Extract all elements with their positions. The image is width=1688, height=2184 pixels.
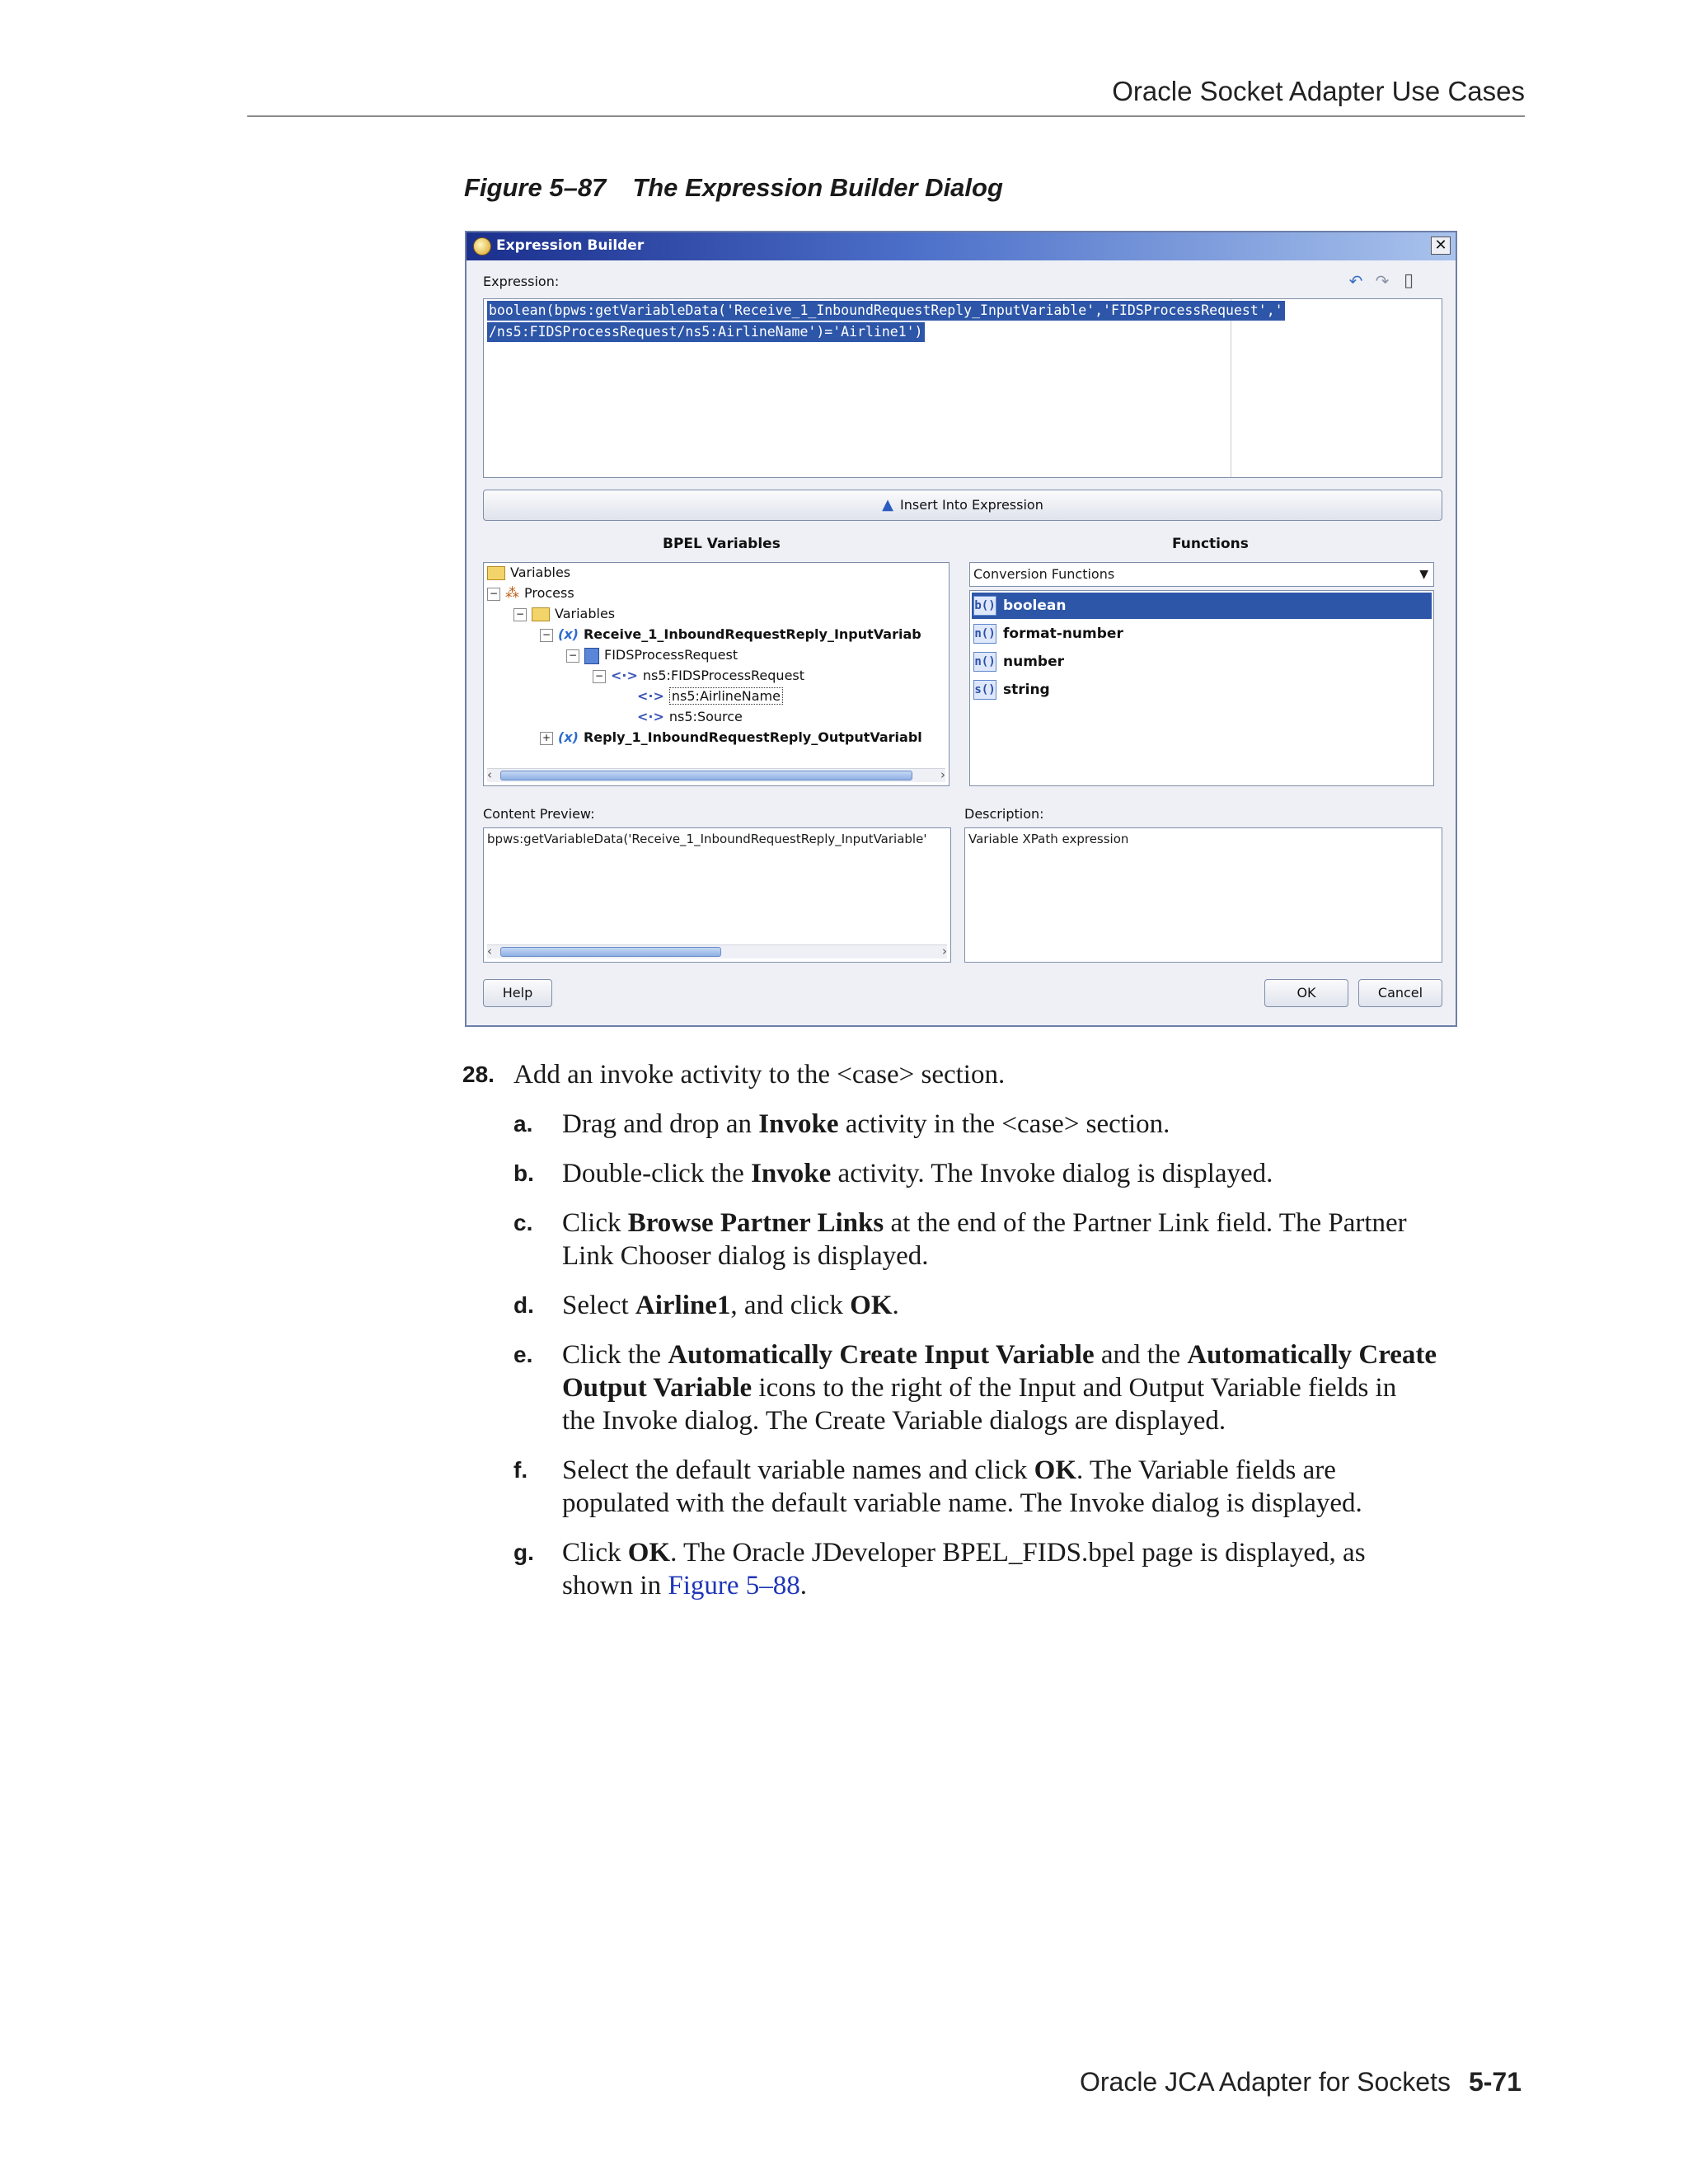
- undo-icon[interactable]: ↶: [1348, 271, 1363, 291]
- process-icon: ⁂: [505, 585, 519, 602]
- element-icon: <·>: [637, 709, 664, 724]
- collapse-icon[interactable]: −: [593, 670, 606, 683]
- substep-b: Double-click the Invoke activity. The Invoke dialog is displayed.: [562, 1159, 1273, 1188]
- content-preview-label: Content Preview:: [483, 806, 595, 822]
- expression-line-1: boolean(bpws:getVariableData('Receive_1_InboundRequestReply_InputVariable','FIDSProcessRequest',': [487, 301, 1285, 321]
- step-28-text: Add an invoke activity to the <case> section.: [513, 1060, 1006, 1090]
- substep-e: Click the Automatically Create Input Variable and the Automatically Create Output Variable icons to the right of the Input and Output Variable fields in the Invoke dialog. The Create Variable dialogs are displayed.: [562, 1340, 1437, 1436]
- collapse-icon[interactable]: −: [513, 608, 527, 621]
- expand-icon[interactable]: +: [540, 732, 553, 745]
- function-category-select[interactable]: Conversion Functions ▼: [969, 562, 1434, 587]
- dialog-titlebar: [467, 232, 1456, 260]
- tree-item[interactable]: <·> ns5:Source: [637, 709, 743, 724]
- figure-title: The Expression Builder Dialog: [632, 173, 1003, 202]
- tree-item[interactable]: − <·> ns5:FIDSProcessRequest: [593, 666, 804, 686]
- collapse-icon[interactable]: −: [540, 629, 553, 642]
- collapse-icon[interactable]: −: [566, 649, 579, 663]
- variable-icon: (x): [558, 626, 579, 642]
- dialog-title: Expression Builder: [496, 237, 645, 254]
- bpel-variables-tree[interactable]: [483, 562, 950, 786]
- collapse-icon[interactable]: −: [487, 588, 500, 601]
- function-icon: n(): [973, 652, 996, 672]
- expression-line-2: /ns5:FIDSProcessRequest/ns5:AirlineName')='Airline1'): [487, 322, 925, 342]
- arrow-up-icon: ▲: [882, 496, 893, 513]
- redo-icon[interactable]: ↷: [1375, 271, 1390, 291]
- function-icon: s(): [973, 680, 996, 700]
- function-icon: b(): [973, 596, 996, 616]
- function-item[interactable]: s() string: [974, 682, 1050, 698]
- substep-f: Select the default variable names and click OK. The Variable fields are populated with the default variable name. The Invoke dialog is displayed.: [562, 1455, 1362, 1518]
- page-number: 5-71: [1468, 2067, 1522, 2097]
- app-icon: [473, 237, 491, 255]
- functions-heading: Functions: [1172, 536, 1249, 552]
- substep-letter: f.: [513, 1457, 528, 1483]
- expression-editor[interactable]: [483, 298, 1442, 478]
- insert-label: Insert Into Expression: [900, 497, 1043, 513]
- new-document-icon[interactable]: ▯: [1403, 270, 1414, 291]
- substep-a: Drag and drop an Invoke activity in the <case> section.: [562, 1109, 1170, 1139]
- message-part-icon: [584, 648, 599, 664]
- substep-letter: g.: [513, 1540, 534, 1565]
- ok-button[interactable]: OK: [1264, 979, 1348, 1007]
- figure-caption: [464, 173, 1003, 203]
- folder-icon: [487, 566, 505, 580]
- page-footer: [1080, 2067, 1522, 2097]
- cancel-button[interactable]: Cancel: [1358, 979, 1442, 1007]
- substep-letter: d.: [513, 1292, 534, 1318]
- preview-horizontal-scrollbar[interactable]: [487, 944, 947, 958]
- folder-icon: [532, 607, 550, 621]
- content-preview-text: bpws:getVariableData('Receive_1_InboundRequestReply_InputVariable': [487, 832, 927, 846]
- tree-item-selected[interactable]: <·> ns5:AirlineName: [637, 687, 783, 706]
- substep-letter: c.: [513, 1210, 533, 1235]
- content-preview-box: [483, 827, 951, 963]
- figure-number: Figure 5–87: [464, 173, 607, 202]
- function-icon: n(): [973, 624, 996, 644]
- element-icon: <·>: [637, 688, 664, 704]
- expression-builder-dialog: [465, 231, 1457, 1027]
- scroll-left-icon[interactable]: ‹: [487, 944, 492, 958]
- variable-icon: (x): [558, 729, 579, 745]
- substep-g: Click OK. The Oracle JDeveloper BPEL_FIDS.bpel page is displayed, as shown in Figure 5–88.: [562, 1538, 1366, 1601]
- tree-item[interactable]: − (x) Receive_1_InboundRequestReply_InputVariab: [540, 625, 921, 644]
- functions-list[interactable]: [969, 590, 1434, 786]
- help-button[interactable]: Help: [483, 979, 552, 1007]
- insert-into-expression-button[interactable]: [483, 490, 1442, 521]
- tree-item[interactable]: − FIDSProcessRequest: [566, 645, 738, 665]
- tree-item[interactable]: − ⁂ Process: [487, 583, 574, 603]
- tree-item[interactable]: − Variables: [513, 604, 615, 624]
- substep-c: Click Browse Partner Links at the end of the Partner Link field. The Partner Link Chooser dialog is displayed.: [562, 1208, 1407, 1271]
- close-button[interactable]: ✕: [1431, 237, 1451, 255]
- tree-item[interactable]: Variables: [487, 563, 570, 583]
- tree-item[interactable]: + (x) Reply_1_InboundRequestReply_OutputVariabl: [540, 728, 922, 748]
- chevron-down-icon: ▼: [1419, 568, 1428, 581]
- running-title: Oracle Socket Adapter Use Cases: [1112, 76, 1525, 106]
- substep-letter: b.: [513, 1160, 534, 1186]
- page-header: [247, 73, 1525, 117]
- description-label: Description:: [964, 806, 1044, 822]
- footer-title: Oracle JCA Adapter for Sockets: [1079, 2067, 1451, 2097]
- scroll-left-icon[interactable]: ‹: [487, 767, 492, 782]
- function-item[interactable]: n() format-number: [974, 626, 1123, 642]
- expression-label: Expression:: [483, 274, 560, 289]
- bpel-variables-heading: BPEL Variables: [663, 536, 781, 552]
- description-box: [964, 827, 1442, 963]
- scroll-thumb[interactable]: [500, 771, 912, 780]
- substep-d: Select Airline1, and click OK.: [562, 1291, 899, 1320]
- scroll-right-icon[interactable]: ›: [940, 767, 945, 782]
- scroll-thumb[interactable]: [500, 947, 721, 957]
- function-item[interactable]: b() boolean: [972, 593, 1432, 619]
- scroll-right-icon[interactable]: ›: [942, 944, 947, 958]
- function-item[interactable]: n() number: [974, 654, 1065, 670]
- element-icon: <·>: [611, 668, 638, 683]
- description-text: Variable XPath expression: [968, 832, 1129, 846]
- step-number: 28.: [462, 1062, 495, 1087]
- tree-horizontal-scrollbar[interactable]: [487, 768, 945, 782]
- substep-letter: e.: [513, 1342, 533, 1367]
- substep-letter: a.: [513, 1111, 533, 1137]
- figure-link[interactable]: Figure 5–88: [668, 1571, 800, 1601]
